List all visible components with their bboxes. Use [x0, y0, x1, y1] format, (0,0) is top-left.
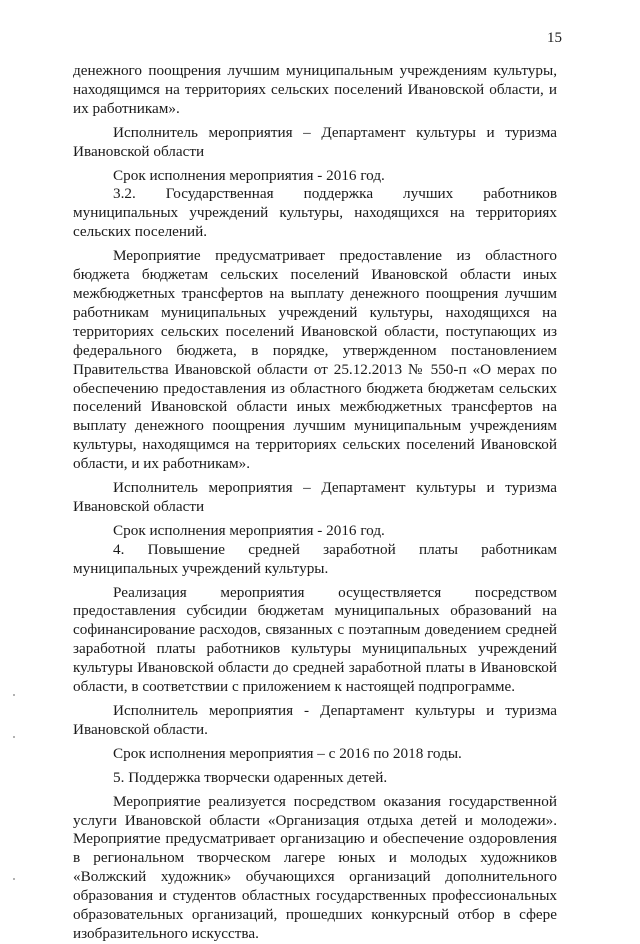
page-number: 15 [547, 30, 562, 46]
section-heading-3-2: 3.2. Государственная поддержка лучших работников муниципальных учреждений культуры, находящихся на территориях сельских поселений. [73, 185, 557, 241]
paragraph-deadline: Срок исполнения мероприятия - 2016 год. [113, 166, 385, 184]
paragraph-measure-description: Мероприятие предусматривает предоставление из областного бюджета бюджетам сельских поселений Ивановской области иных межбюджетных трансфертов на выплату денежного поощрения лучшим работникам муниципальных учреждений культуры, находящихся на территориях сельских поселений Ивановской области, поступающих из федерального бюджета, в порядке, утвержденном постановлением Правительства Ивановской области от 25.12.2013 № 550-п «О мерах по обеспечению предоставления из областного бюджета бюджетам сельских поселений Ивановской области иных межбюджетных трансфертов на выплату денежного поощрения лучшим муниципальным учреждениям культуры, находящимся на территориях сельских поселений Ивановской области, и их работникам». [73, 247, 557, 473]
paragraph-executor: Исполнитель мероприятия – Департамент культуры и туризма Ивановской области [73, 479, 557, 515]
paragraph-gifted-children: Мероприятие реализуется посредством оказания государственной услуги Ивановской области «Организация отдыха детей и молодежи». Мероприятие предусматривает организацию и обеспечение оздоровления в региональном творческом лагере юных и молодых художников «Волжский художник» обучающихся организаций дополнительного образования и студентов областных государственных профессиональных образовательных организаций, прошедших конкурсный отбор в сфере изобразительного искусства. [73, 792, 557, 942]
paragraph-implementation: Реализация мероприятия осуществляется посредством предоставления субсидии бюджетам муниципальных образований на софинансирование расходов, связанных с поэтапным доведением средней заработной платы работников культуры муниципальных учреждений культуры Ивановской области до средней заработной платы в Ивановской области, в соответствии с приложением к настоящей подпрограмме. [73, 583, 557, 696]
section-heading-5: 5. Поддержка творчески одаренных детей. [113, 768, 388, 786]
paragraph-deadline: Срок исполнения мероприятия – с 2016 по 2018 годы. [113, 744, 462, 762]
section-heading-4: 4. Повышение средней заработной платы работникам муниципальных учреждений культуры. [73, 540, 557, 577]
document-body [73, 62, 557, 944]
paragraph-executor: Исполнитель мероприятия - Департамент культуры и туризма Ивановской области. [73, 702, 557, 738]
scan-speck [13, 878, 15, 880]
scan-speck [13, 694, 15, 696]
paragraph-executor: Исполнитель мероприятия – Департамент культуры и туризма Ивановской области [73, 123, 557, 160]
paragraph-deadline: Срок исполнения мероприятия - 2016 год. [113, 521, 385, 539]
paragraph-continuation: денежного поощрения лучшим муниципальным учреждениям культуры, находящимся на территориях сельских поселений Ивановской области, и их работникам». [73, 62, 557, 117]
scan-speck [13, 736, 15, 738]
